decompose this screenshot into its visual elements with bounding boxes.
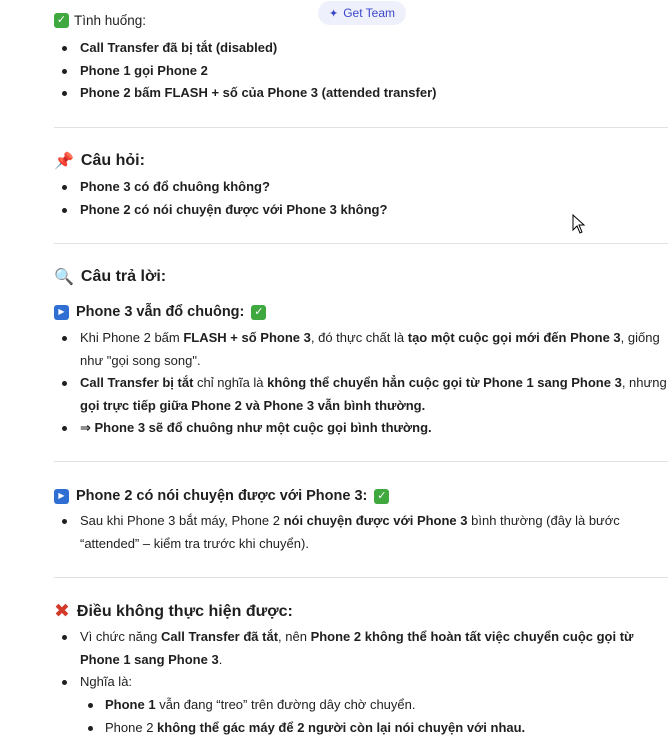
- play-icon: ▶: [54, 489, 69, 504]
- list-item: Sau khi Phone 3 bắt máy, Phone 2 nói chuyện được với Phone 3 bình thường (đây là bước “attended” – kiểm tra trước khi chuyển).: [54, 510, 668, 555]
- list-item: Phone 2 không thể gác máy để 2 người còn lại nói chuyện với nhau.: [54, 717, 668, 740]
- divider: [54, 127, 668, 128]
- list-item: Phone 1 gọi Phone 2: [54, 60, 668, 83]
- list-item: ⇒ Phone 3 sẽ đổ chuông như một cuộc gọi bình thường.: [54, 417, 668, 440]
- cannot-heading: [54, 602, 293, 621]
- list-item: Call Transfer đã bị tắt (disabled): [54, 37, 668, 60]
- answer-heading-text: Câu trả lời:: [80, 268, 167, 285]
- pushpin-icon: 📌: [54, 153, 74, 170]
- check-icon: ✓: [374, 489, 389, 504]
- play-icon: ▶: [54, 305, 69, 320]
- check-icon: ✓: [54, 13, 69, 28]
- divider: [54, 577, 668, 578]
- divider: [54, 461, 668, 462]
- list-item: Khi Phone 2 bấm FLASH + số Phone 3, đó thực chất là tạo một cuộc gọi mới đến Phone 3, giống như "gọi song song".: [54, 327, 668, 372]
- get-team-button[interactable]: [318, 1, 406, 25]
- answer-part2-heading-text: Phone 2 có nói chuyện được với Phone 3:: [76, 488, 368, 504]
- situation-heading-text: Tình huống:: [74, 13, 147, 28]
- list-item: Nghĩa là:: [54, 671, 668, 694]
- answer-part2-heading: [54, 488, 389, 504]
- question-heading-text: Câu hỏi:: [80, 152, 145, 169]
- answer-heading: [54, 267, 166, 287]
- magnifier-icon: 🔍: [54, 269, 74, 286]
- list-item: Call Transfer bị tắt chỉ nghĩa là không thể chuyển hẳn cuộc gọi từ Phone 1 sang Phone 3, nhưng gọi trực tiếp giữa Phone 2 và Phone 3 vẫn bình thường.: [54, 372, 668, 417]
- mouse-cursor-icon: [572, 214, 586, 234]
- cross-icon: ✖: [54, 601, 70, 622]
- cannot-nested-list: [54, 694, 668, 739]
- list-item: Vì chức năng Call Transfer đã tắt, nên Phone 2 không thể hoàn tất việc chuyển cuộc gọi từ Phone 1 sang Phone 3.: [54, 626, 668, 671]
- answer-part1-list: [54, 327, 668, 440]
- check-icon: ✓: [251, 305, 266, 320]
- list-item: Phone 2 có nói chuyện được với Phone 3 không?: [54, 199, 668, 222]
- answer-part2-list: [54, 510, 668, 555]
- list-item: Phone 2 bấm FLASH + số của Phone 3 (attended transfer): [54, 82, 668, 105]
- get-team-label: Get Team: [343, 6, 396, 20]
- cannot-list: [54, 626, 668, 694]
- sparkle-icon: ✦: [329, 7, 339, 20]
- answer-part1-heading: [54, 304, 266, 320]
- question-heading: [54, 151, 145, 171]
- answer-part1-heading-text: Phone 3 vẫn đổ chuông:: [76, 304, 245, 320]
- cannot-heading-text: Điều không thực hiện được:: [76, 602, 293, 620]
- divider: [54, 243, 668, 244]
- situation-heading: [54, 13, 146, 28]
- list-item: Phone 1 vẫn đang “treo” trên đường dây chờ chuyển.: [54, 694, 668, 717]
- situation-list: [54, 37, 668, 105]
- list-item: Phone 3 có đổ chuông không?: [54, 176, 668, 199]
